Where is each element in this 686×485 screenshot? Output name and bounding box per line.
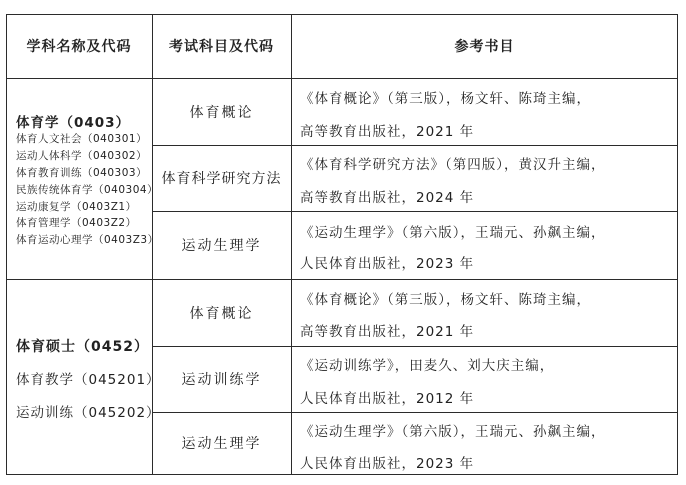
reference-publisher-line: 人民体育出版社，2023 年	[300, 456, 475, 472]
header-divider	[6, 78, 678, 79]
discipline-title: 体育硕士（0452）	[16, 339, 149, 355]
exam-subject: 运动训练学	[181, 372, 262, 388]
exam-subject: 体育科学研究方法	[161, 171, 282, 187]
reference-book-line: 《运动训练学》，田麦久、刘大庆主编，	[300, 358, 555, 374]
discipline-item: 体育运动心理学（0403Z3）	[16, 234, 159, 246]
exam-reference-table	[6, 14, 678, 475]
reference-publisher-line: 高等教育出版社，2021 年	[300, 124, 475, 140]
discipline-item: 民族传统体育学（040304）	[16, 184, 159, 196]
column-divider	[291, 14, 292, 475]
discipline-item: 体育教学（045201）	[16, 372, 161, 388]
table-border-right	[677, 14, 678, 475]
reference-book-line: 《体育概论》（第三版），杨文轩、陈琦主编，	[300, 292, 591, 308]
reference-book-line: 《运动生理学》（第六版），王瑞元、孙飙主编，	[300, 424, 606, 440]
header-reference-books: 参考书目	[454, 39, 515, 55]
header-discipline: 学科名称及代码	[26, 39, 132, 55]
discipline-item: 运动训练（045202）	[16, 405, 161, 421]
reference-book-line: 《体育科学研究方法》（第四版），黄汉升主编，	[300, 157, 606, 173]
exam-subject: 体育概论	[189, 104, 254, 121]
discipline-title: 体育学（0403）	[16, 115, 131, 131]
discipline-item: 运动人体科学（040302）	[16, 150, 148, 162]
reference-book-line: 《运动生理学》（第六版），王瑞元、孙飙主编，	[300, 225, 606, 241]
group-divider	[6, 279, 678, 280]
reference-book-line: 《体育概论》（第三版），杨文轩、陈琦主编，	[300, 91, 591, 107]
reference-publisher-line: 高等教育出版社，2021 年	[300, 324, 475, 340]
discipline-item: 体育教育训练（040303）	[16, 167, 148, 179]
exam-subject: 运动生理学	[181, 238, 262, 254]
table-border-left	[6, 14, 7, 475]
reference-publisher-line: 高等教育出版社，2024 年	[300, 190, 475, 206]
discipline-item: 运动康复学（0403Z1）	[16, 201, 137, 213]
exam-subject: 体育概论	[189, 305, 254, 322]
discipline-item: 体育管理学（0403Z2）	[16, 217, 137, 229]
reference-publisher-line: 人民体育出版社，2023 年	[300, 256, 475, 272]
exam-subject: 运动生理学	[181, 436, 262, 452]
reference-publisher-line: 人民体育出版社，2012 年	[300, 391, 475, 407]
discipline-item: 体育人文社会（040301）	[16, 133, 148, 145]
table-border-bottom	[6, 474, 678, 475]
header-exam-subject: 考试科目及代码	[169, 39, 274, 55]
